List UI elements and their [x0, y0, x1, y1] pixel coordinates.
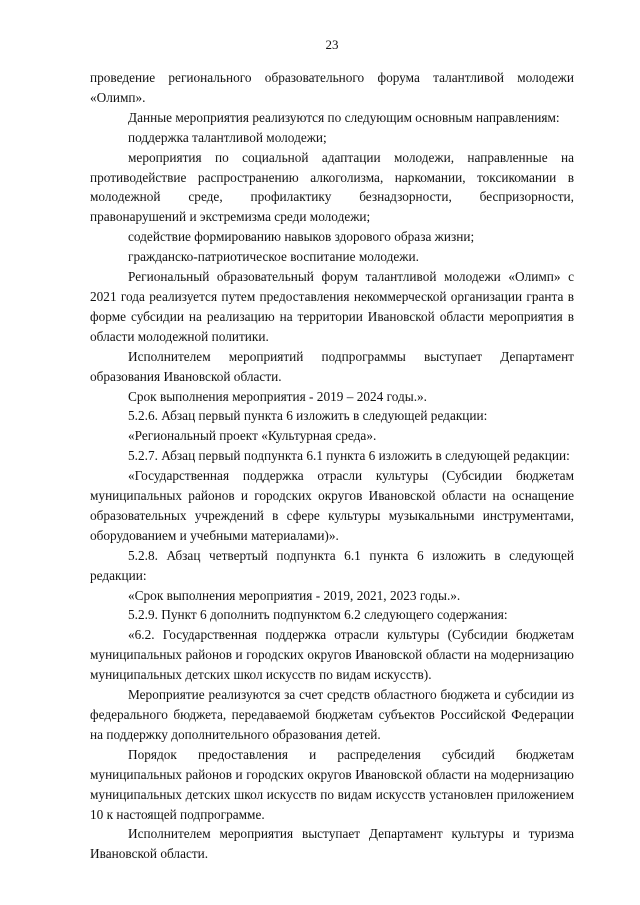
paragraph-directions-intro: Данные мероприятия реализуются по следующим основным направлениям:	[128, 109, 560, 125]
paragraph-olimp-forum: Региональный образовательный форум талантливой молодежи «Олимп» с 2021 года реализуется путем предоставления некоммерческой организации гранта в форме субсидии на реализацию на территории Ивановской области мероприятия в области молодежной политики.	[90, 269, 574, 344]
list-item-social-adaptation: мероприятия по социальной адаптации молодежи, направленные на противодействие распространению алкоголизма, наркомании, токсикомании в молодежной среде, профилактику безнадзорности, беспризорности, правонарушений и экстремизма среди молодежи;	[90, 149, 574, 225]
list-item-patriotic-education: гражданско-патриотическое воспитание молодежи.	[128, 249, 419, 265]
paragraph-deadline-2019-2024: Срок выполнения мероприятия - 2019 – 2024 годы.».	[128, 388, 427, 404]
paragraph-executor-culture: Исполнителем мероприятия выступает Департамент культуры и туризма Ивановской области.	[90, 826, 574, 862]
paragraph-cultural-environment: «Региональный проект «Культурная среда».	[128, 428, 377, 444]
paragraph-funding-sources: Мероприятие реализуются за счет средств областного бюджета и субсидии из федерального бюджета, передаваемой бюджетам субъектов Российской Федерации на поддержку дополнительного образования детей.	[90, 687, 574, 742]
page-number: 23	[325, 37, 339, 52]
paragraph-subsidy-procedure: Порядок предоставления и распределения субсидий бюджетам муниципальных районов и городских округов Ивановской области на модернизацию муниципальных детских школ искусств по видам искусств установлен приложением 10 к настоящей подпрограмме.	[90, 746, 574, 822]
document-body	[90, 68, 574, 864]
paragraph-5-2-9: 5.2.9. Пункт 6 дополнить подпунктом 6.2 следующего содержания:	[128, 607, 508, 623]
paragraph-5-2-8: 5.2.8. Абзац четвертый подпункта 6.1 пункта 6 изложить в следующей редакции:	[90, 547, 574, 583]
paragraph-6-2-modernization: «6.2. Государственная поддержка отрасли культуры (Субсидии бюджетам муниципальных районов и городских округов Ивановской области на модернизацию муниципальных детских школ искусств по видам искусств).	[90, 627, 574, 683]
paragraph-5-2-7: 5.2.7. Абзац первый подпункта 6.1 пункта 6 изложить в следующей редакции:	[128, 448, 570, 464]
paragraph-deadline-2019-2021-2023: «Срок выполнения мероприятия - 2019, 2021, 2023 годы.».	[128, 587, 461, 603]
paragraph-5-2-6: 5.2.6. Абзац первый пункта 6 изложить в следующей редакции:	[128, 408, 488, 424]
paragraph-executor-education: Исполнителем мероприятий подпрограммы выступает Департамент образования Ивановской области.	[90, 348, 574, 384]
list-item-talent-support: поддержка талантливой молодежи;	[128, 129, 327, 145]
list-item-healthy-lifestyle: содействие формированию навыков здорового образа жизни;	[128, 229, 475, 245]
paragraph-continuation: проведение регионального образовательного форума талантливой молодежи «Олимп».	[90, 70, 574, 105]
paragraph-culture-support-equipment: «Государственная поддержка отрасли культуры (Субсидии бюджетам муниципальных районов и городских округов Ивановской области на оснащение образовательных учреждений в сфере культуры музыкальными инструментами, оборудованием и учебными материалами)».	[90, 468, 574, 543]
